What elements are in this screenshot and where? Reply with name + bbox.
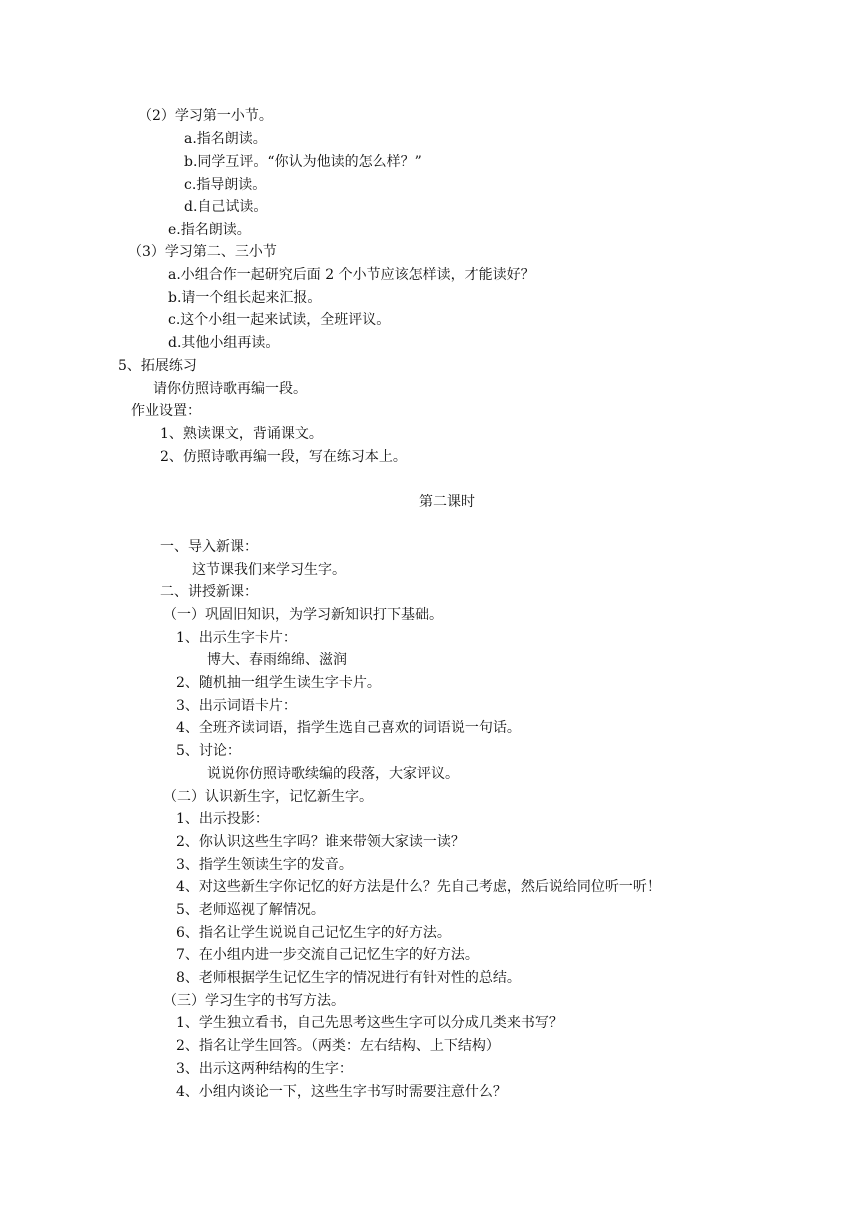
step-2-item-b: b.同学互评。“你认为他读的怎么样？” [184,154,422,170]
part-2-heading: 二、讲授新课： [160,584,258,600]
sub2-item-4: 4、对这些新生字你记忆的好方法是什么？先自己考虑，然后说给同位听一听！ [176,879,661,895]
sub2-item-3: 3、指学生领读生字的发音。 [176,857,353,873]
sub1-item-1: 1、出示生字卡片： [176,630,297,646]
sub2-item-8: 8、老师根据学生记忆生字的情况进行有针对性的总结。 [176,970,521,986]
section-5-text: 请你仿照诗歌再编一段。 [153,381,307,397]
sub3-item-1: 1、学生独立看书，自己先思考这些生字可以分成几类来书写？ [176,1015,563,1031]
sub1-item-3: 3、出示词语卡片： [176,698,297,714]
step-3-item-b: b.请一个组长起来汇报。 [168,290,322,306]
homework-heading: 作业设置： [131,403,201,419]
step-2-item-a: a.指名朗读。 [184,131,267,147]
step-3-item-d: d.其他小组再读。 [168,335,280,351]
section-5-heading: 5、拓展练习 [118,358,197,374]
step-2-heading: （2）学习第一小节。 [138,108,273,124]
sub2-item-6: 6、指名让学生说说自己记忆生字的好方法。 [176,925,451,941]
sub1-item-5: 5、讨论： [176,743,241,759]
lesson-2-title: 第二课时 [419,494,475,510]
subsection-1-heading: （一）巩固旧知识，为学习新知识打下基础。 [163,607,443,623]
step-3-heading: （3）学习第二、三小节 [128,244,277,260]
homework-item-1: 1、熟读课文，背诵课文。 [160,426,323,442]
part-1-heading: 一、导入新课： [160,539,258,555]
sub1-item-2: 2、随机抽一组学生读生字卡片。 [176,675,381,691]
sub2-item-1: 1、出示投影： [176,811,269,827]
step-2-item-d: d.自己试读。 [184,199,268,215]
step-2-item-c: c.指导朗读。 [184,177,267,193]
step-3-item-c: c.这个小组一起来试读，全班评议。 [168,312,391,328]
subsection-3-heading: （三）学习生字的书写方法。 [163,993,345,1009]
sub3-item-4: 4、小组内谈论一下，这些生字书写时需要注意什么？ [176,1084,507,1100]
sub1-item-1-detail: 博大、春雨绵绵、滋润 [207,652,347,668]
sub2-item-2: 2、你认识这些生字吗？谁来带领大家读一读？ [176,834,465,850]
part-1-text: 这节课我们来学习生字。 [192,562,346,578]
sub3-item-3: 3、出示这两种结构的生字： [176,1061,353,1077]
sub3-item-2: 2、指名让学生回答。（两类：左右结构、上下结构） [176,1038,500,1054]
sub2-item-7: 7、在小组内进一步交流自己记忆生字的好方法。 [176,947,479,963]
homework-item-2: 2、仿照诗歌再编一段，写在练习本上。 [160,449,407,465]
sub1-item-5-detail: 说说你仿照诗歌续编的段落，大家评议。 [207,766,459,782]
step-2-item-e: e.指名朗读。 [168,222,251,238]
sub1-item-4: 4、全班齐读词语，指学生选自己喜欢的词语说一句话。 [176,720,521,736]
subsection-2-heading: （二）认识新生字，记忆新生字。 [163,789,373,805]
step-3-item-a: a.小组合作一起研究后面 2 个小节应该怎样读，才能读好？ [168,267,535,283]
sub2-item-5: 5、老师巡视了解情况。 [176,902,325,918]
